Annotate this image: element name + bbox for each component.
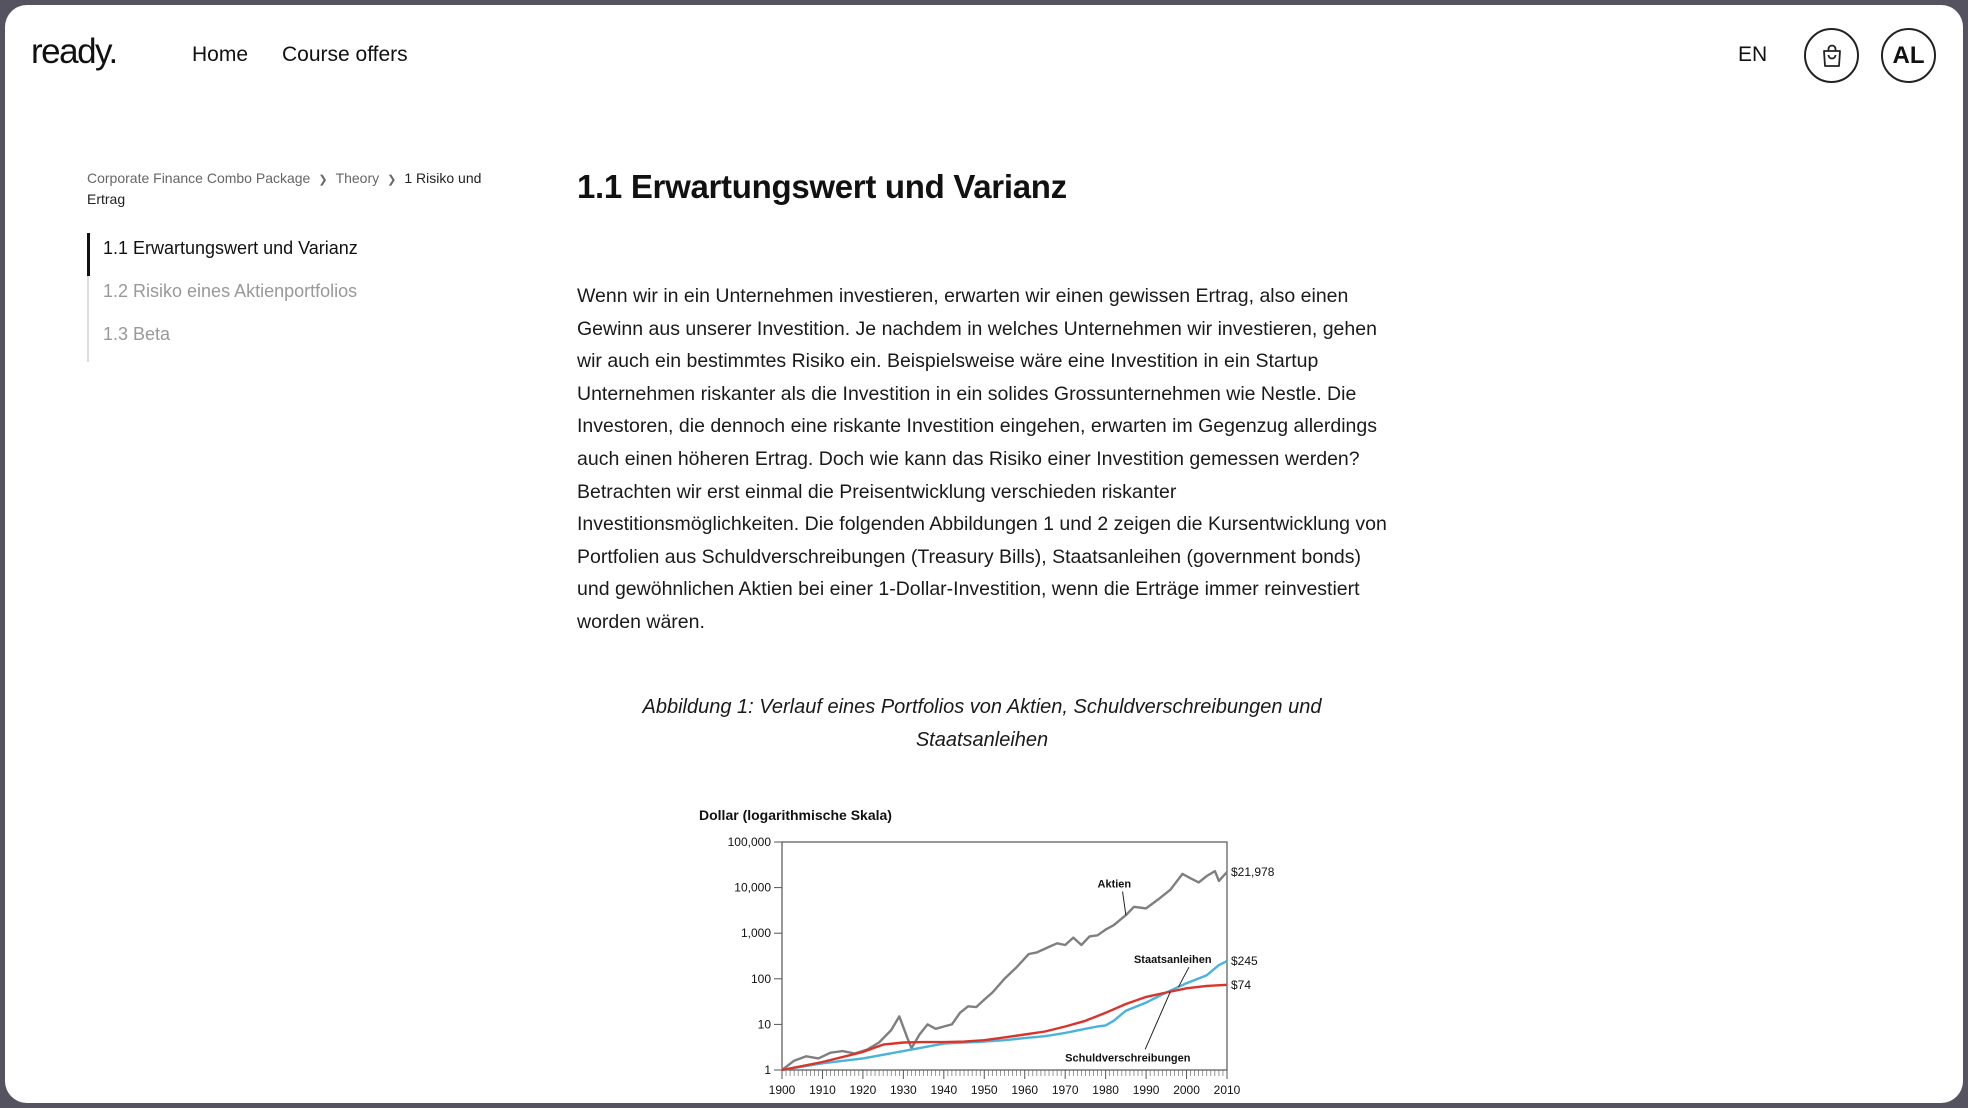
y-tick-label: 10,000: [734, 880, 771, 895]
chevron-right-icon: ❯: [318, 174, 328, 186]
cart-button[interactable]: [1804, 28, 1859, 83]
y-tick-label: 100,000: [727, 835, 771, 849]
toc-item-beta[interactable]: 1.3 Beta: [103, 324, 171, 344]
x-tick-label: 1900: [768, 1083, 796, 1097]
nav-home-link[interactable]: Home: [192, 43, 249, 66]
chevron-right-icon: ❯: [387, 174, 397, 186]
x-tick-label: 1950: [970, 1083, 998, 1097]
logo[interactable]: ready.: [31, 32, 117, 71]
y-tick-label: 1,000: [740, 926, 771, 941]
toc-item-erwartungswert[interactable]: 1.1 Erwartungswert und Varianz: [87, 233, 358, 276]
portfolio-chart: [697, 800, 1297, 1103]
app-window: [5, 5, 1963, 1103]
x-tick-label: 2000: [1173, 1083, 1200, 1097]
x-tick-label: 1930: [890, 1083, 917, 1097]
chart-ylabel: Dollar (logarithmische Skala): [699, 807, 892, 823]
breadcrumb-item-package[interactable]: Corporate Finance Combo Package: [87, 170, 311, 186]
breadcrumb: [87, 169, 517, 209]
toc-item-risiko-aktienportfolio[interactable]: 1.2 Risiko eines Aktienportfolios: [103, 281, 358, 301]
annotation-arrow: [1123, 892, 1126, 915]
x-tick-label: 1960: [1011, 1083, 1039, 1097]
x-tick-label: 1990: [1132, 1083, 1160, 1097]
series-end-label-1: $245: [1231, 954, 1258, 969]
breadcrumb-item-theory[interactable]: Theory: [335, 170, 380, 186]
annotation-aktien: Aktien: [1097, 878, 1132, 891]
breadcrumb-item-current: 1 Risiko und Ertrag: [87, 170, 482, 207]
shopping-bag-icon: [1821, 44, 1843, 68]
y-tick-label: 1: [764, 1063, 771, 1077]
user-avatar-button[interactable]: AL: [1881, 28, 1936, 83]
figure-chart: [697, 800, 1297, 1103]
figure-caption: Abbildung 1: Verlauf eines Portfolios von Aktien, Schuldverschreibungen und Staatsanleihen: [642, 696, 1322, 751]
x-tick-label: 1970: [1051, 1083, 1079, 1097]
annotation-staatsanleihen: Staatsanleihen: [1133, 954, 1212, 967]
x-tick-label: 1910: [809, 1083, 836, 1097]
article-paragraph: Wenn wir in ein Unternehmen investieren, erwarten wir einen gewissen Ertrag, also einen Gewinn aus unserer Investition. Je nachdem in welches Unternehmen wir investieren, gehen wir auch ein bestimmtes Risiko ein. Beispielsweise wäre eine Investition in ein Startup Unternehmen riskanter als die Investition in ein solides Grossunternehmen wie Nestle. Die Investoren, die dennoch eine riskante Investition eingehen, erwarten im Gegenzug allerdings auch einen höheren Ertrag. Doch wie kann das Risiko einer Investition gemessen werden? Betrachten wir erst einmal die Preisentwicklung verschieden riskanter Investitionsmöglichkeiten. Die folgenden Abbildungen 1 und 2 zeigen die Kursentwicklung von Portfolien aus Schuldverschreibungen (Treasury Bills), Staatsanleihen (government bonds) und gewöhnlichen Aktien bei einer 1-Dollar-Investition, wenn die Erträge immer reinvestiert worden wären.: [577, 285, 1387, 633]
top-header: [5, 5, 1963, 105]
annotation-schuldverschreibungen: Schuldverschreibungen: [1065, 1052, 1191, 1065]
x-tick-label: 2010: [1213, 1083, 1241, 1097]
table-of-contents: [87, 233, 358, 362]
page-title: 1.1 Erwartungswert und Varianz: [577, 168, 1067, 205]
y-tick-label: 10: [757, 1017, 771, 1032]
x-tick-label: 1920: [849, 1083, 877, 1097]
y-tick-label: 100: [750, 971, 771, 986]
language-switcher[interactable]: EN: [1738, 43, 1768, 66]
series-end-label-2: $74: [1231, 977, 1252, 992]
series-end-label-0: $21,978: [1231, 865, 1275, 880]
x-tick-label: 1980: [1092, 1083, 1119, 1097]
nav-course-offers-link[interactable]: Course offers: [282, 43, 408, 66]
x-tick-label: 1940: [930, 1083, 958, 1097]
